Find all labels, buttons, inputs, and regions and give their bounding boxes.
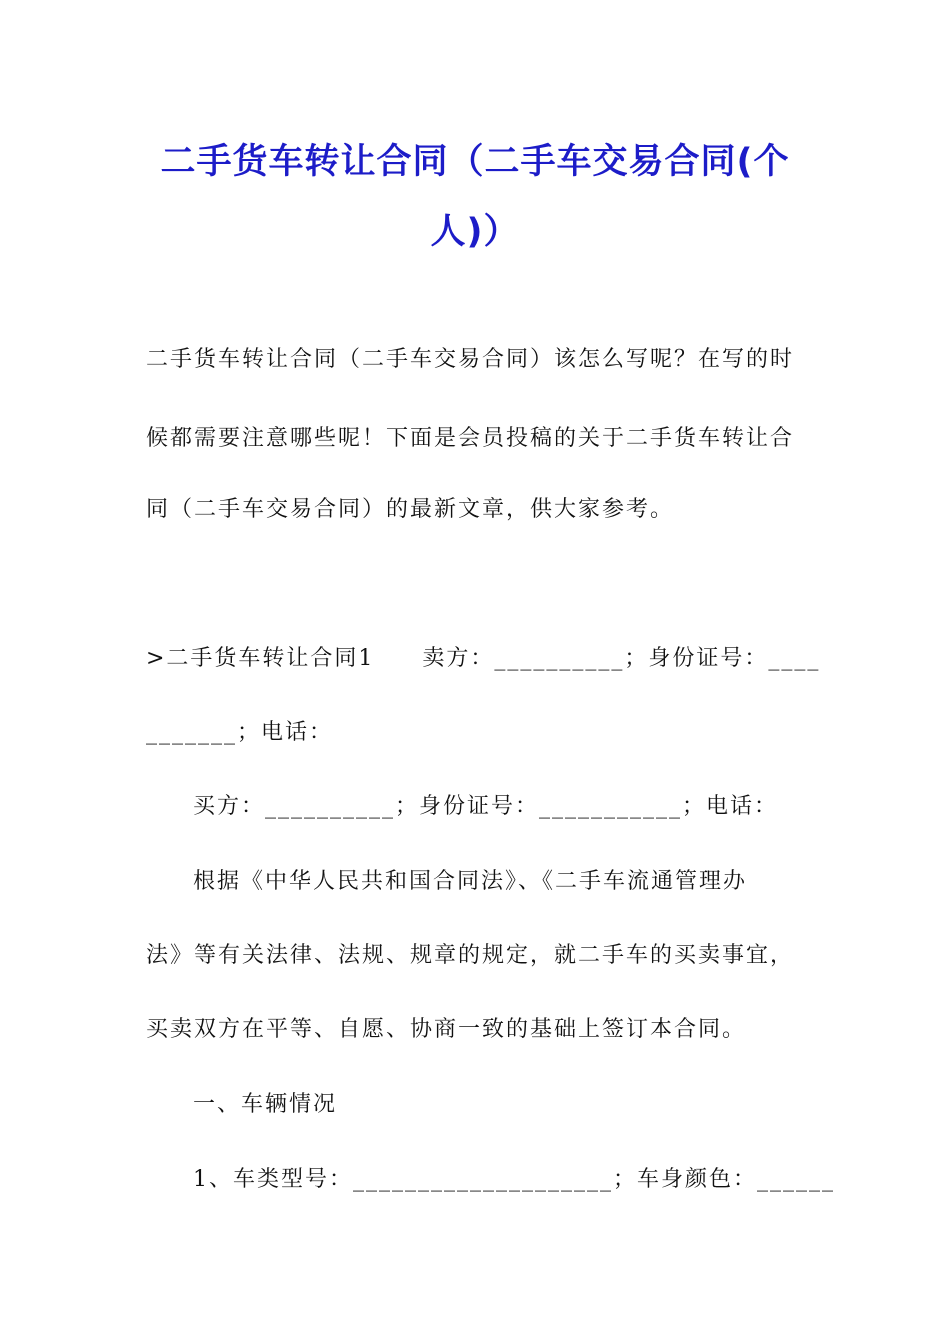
intro-line-2: 候都需要注意哪些呢！下面是会员投稿的关于二手货车转让合 — [146, 426, 795, 451]
basis-line-1: 根据《中华人民共和国合同法》、《二手车流通管理办 — [193, 869, 748, 894]
basis-line-2: 法》等有关法律、法规、规章的规定，就二手车的买卖事宜， — [146, 943, 795, 968]
intro-line-3: 同（二手车交易合同）的最新文章，供大家参考。 — [146, 497, 675, 522]
document-title-line-1: 二手货车转让合同（二手车交易合同(个 — [160, 142, 790, 182]
contract-heading-seller-line: >二手货车转让合同1 卖方：__________；身份证号：____ — [146, 646, 821, 671]
seller-phone-line: _______；电话： — [146, 720, 334, 745]
section-heading-vehicle: 一、车辆情况 — [193, 1092, 338, 1117]
buyer-line: 买方：__________；身份证号：___________；电话： — [193, 794, 779, 819]
intro-line-1: 二手货车转让合同（二手车交易合同）该怎么写呢？在写的时 — [146, 347, 795, 372]
document-title-line-2: 人)） — [430, 212, 520, 252]
basis-line-3: 买卖双方在平等、自愿、协商一致的基础上签订本合同。 — [146, 1017, 747, 1042]
vehicle-type-line: 1、车类型号：____________________；车身颜色：______ — [193, 1167, 835, 1192]
